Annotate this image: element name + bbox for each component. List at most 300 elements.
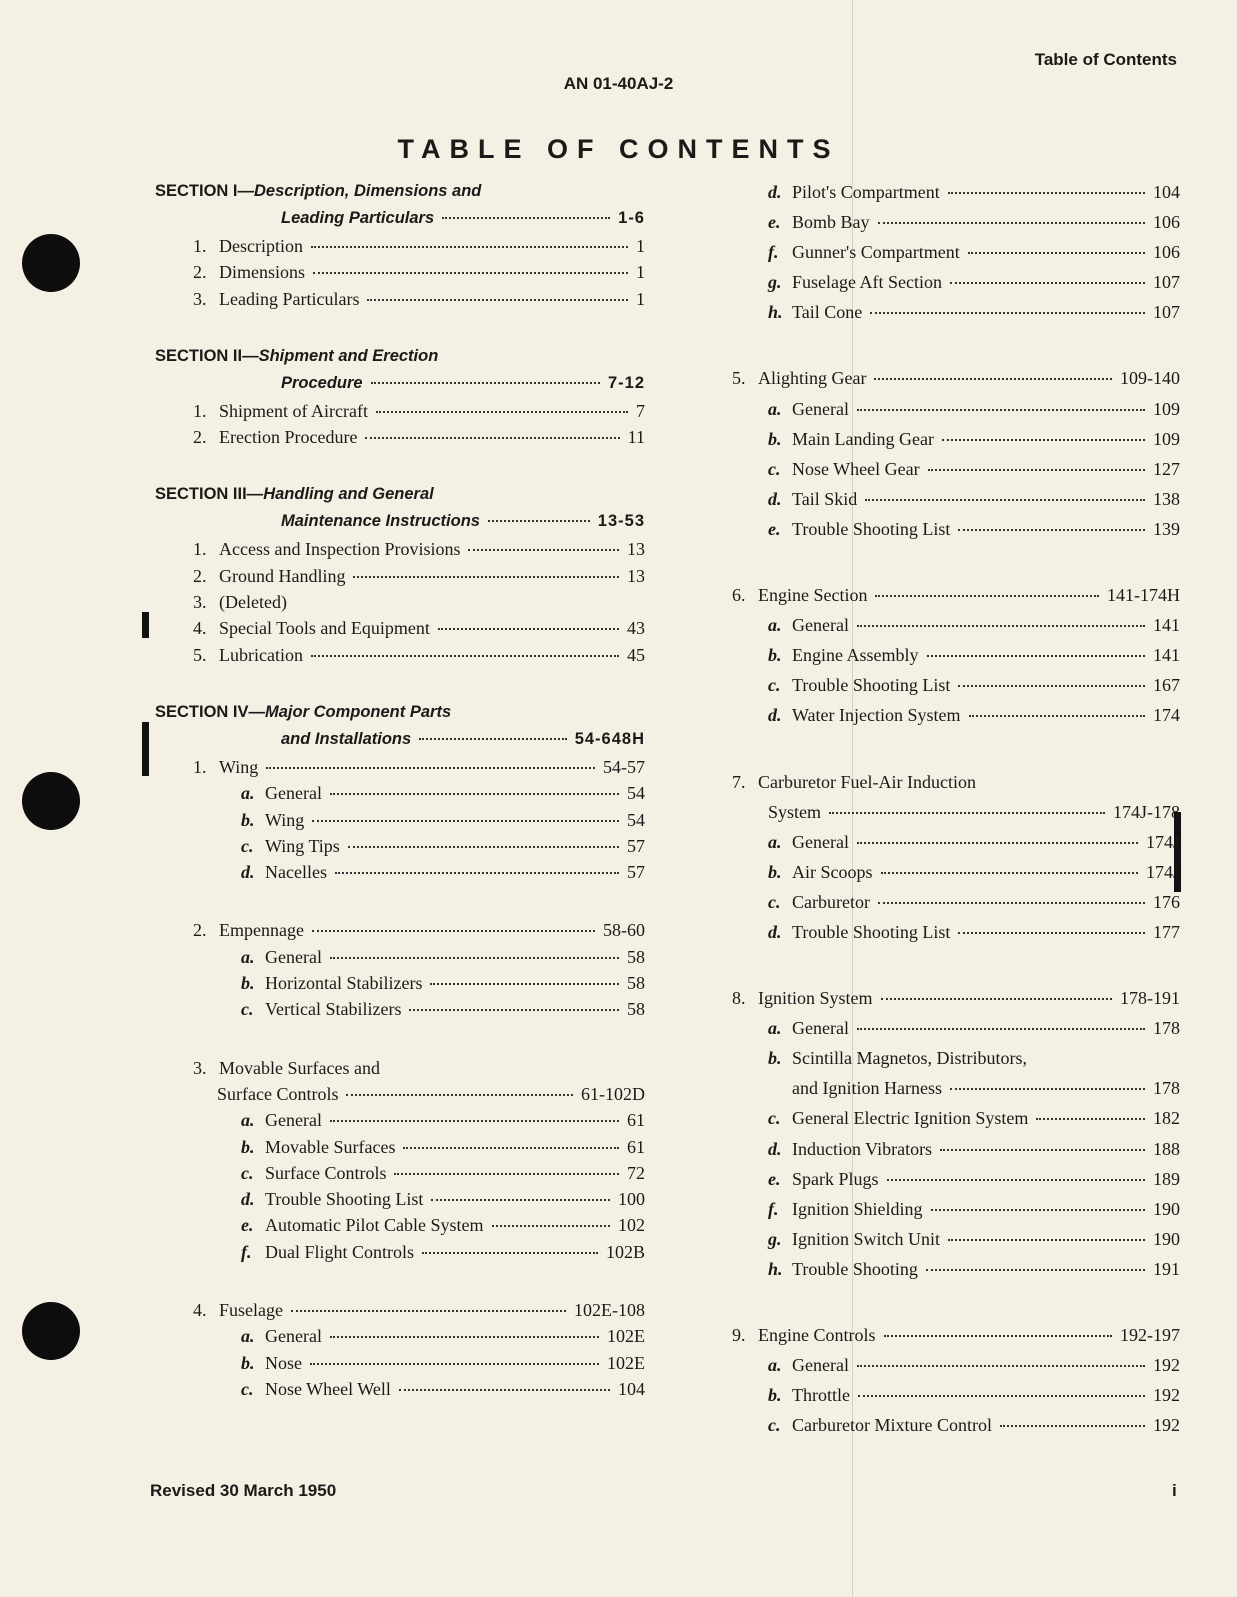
entry-label: General <box>792 615 849 636</box>
entry-page: 1 <box>636 288 645 309</box>
toc-entry[interactable] <box>732 429 1180 459</box>
toc-entry[interactable] <box>732 802 1180 832</box>
entry-label: Movable Surfaces and <box>219 1057 380 1078</box>
section-number: SECTION III— <box>155 485 264 504</box>
toc-entry[interactable] <box>155 1353 645 1379</box>
entry-label: Movable Surfaces <box>265 1136 396 1157</box>
entry-number: 2. <box>193 427 207 448</box>
toc-entry[interactable] <box>155 427 645 453</box>
entry-page: 141 <box>1153 645 1180 666</box>
toc-entry[interactable] <box>732 1048 1180 1078</box>
entry-label: Erection Procedure <box>219 427 358 448</box>
dot-leader <box>829 812 1105 814</box>
toc-entry[interactable] <box>155 1084 645 1110</box>
entry-page: 188 <box>1153 1138 1180 1159</box>
entry-label: Engine Section <box>758 585 868 606</box>
entry-page: 58-60 <box>603 920 645 941</box>
entry-label: Induction Vibrators <box>792 1138 933 1159</box>
entry-number: c. <box>768 1108 781 1129</box>
entry-page: 174J <box>1145 861 1180 882</box>
toc-entry[interactable] <box>155 920 645 946</box>
toc-entry[interactable] <box>155 862 645 888</box>
entry-label: Dual Flight Controls <box>265 1241 415 1262</box>
toc-entry[interactable] <box>732 615 1180 645</box>
toc-entry[interactable] <box>732 892 1180 922</box>
entry-label: Leading Particulars <box>219 288 360 309</box>
entry-label: Main Landing Gear <box>792 428 934 449</box>
entry-number: c. <box>241 1378 254 1399</box>
entry-page: 167 <box>1153 675 1180 696</box>
entry-number: a. <box>241 1110 255 1131</box>
entry-number: a. <box>241 783 255 804</box>
entry-label: and Installations <box>281 729 412 748</box>
dot-leader <box>857 1365 1145 1367</box>
entry-page: 174J <box>1145 831 1180 852</box>
entry-number: 1. <box>193 539 207 560</box>
dot-leader <box>371 382 600 384</box>
entry-label: Major Component Parts <box>265 702 452 721</box>
dot-leader <box>399 1389 610 1391</box>
toc-entry[interactable] <box>155 1189 645 1215</box>
entry-page: 45 <box>627 644 645 665</box>
revision-date: Revised 30 March 1950 <box>150 1481 337 1500</box>
toc-entry[interactable] <box>732 489 1180 519</box>
dot-leader <box>488 520 590 522</box>
entry-label: General <box>265 946 322 967</box>
toc-group <box>155 485 645 670</box>
toc-entry[interactable] <box>732 302 1180 332</box>
entry-page: 109 <box>1153 398 1180 419</box>
dot-leader <box>950 282 1145 284</box>
toc-entry[interactable] <box>732 1259 1180 1289</box>
entry-page: 58 <box>627 973 645 994</box>
entry-number: a. <box>241 1326 255 1347</box>
dot-leader <box>968 252 1145 254</box>
dot-leader <box>887 1179 1145 1181</box>
entry-label: Handling and General <box>263 485 434 504</box>
toc-entry[interactable] <box>732 1078 1180 1108</box>
toc-entry[interactable] <box>732 182 1180 212</box>
entry-page: 54 <box>627 809 645 830</box>
entry-label: Wing <box>265 809 305 830</box>
toc-entry[interactable] <box>155 1163 645 1189</box>
entry-number: e. <box>768 1168 781 1189</box>
entry-number: 1. <box>193 756 207 777</box>
toc-entry[interactable] <box>155 566 645 592</box>
entry-page: 58 <box>627 999 645 1020</box>
entry-number: b. <box>768 1048 782 1069</box>
entry-number: a. <box>241 946 255 967</box>
dot-leader <box>1036 1118 1145 1120</box>
dot-leader <box>958 932 1145 934</box>
entry-label: Ground Handling <box>219 565 346 586</box>
entry-label: Scintilla Magnetos, Distributors, <box>792 1048 1027 1069</box>
section-heading[interactable] <box>155 209 645 236</box>
dot-leader <box>874 378 1112 380</box>
toc-entry[interactable] <box>732 272 1180 302</box>
entry-label: Vertical Stabilizers <box>265 999 402 1020</box>
dot-leader <box>881 998 1112 1000</box>
dot-leader <box>940 1149 1145 1151</box>
entry-page: 57 <box>627 862 645 883</box>
entry-label: Carburetor Fuel-Air Induction <box>758 771 976 792</box>
toc-group <box>155 1058 645 1268</box>
toc-entry[interactable] <box>155 810 645 836</box>
entry-label: Wing <box>219 756 259 777</box>
entry-label: Carburetor Mixture Control <box>792 1415 992 1436</box>
entry-page: 176 <box>1153 891 1180 912</box>
entry-label: Nose <box>265 1352 302 1373</box>
dot-leader <box>376 411 628 413</box>
toc-entry[interactable] <box>732 1355 1180 1385</box>
page-number: i <box>1172 1481 1177 1500</box>
entry-label: Engine Controls <box>758 1325 876 1345</box>
toc-entry[interactable] <box>732 1385 1180 1415</box>
entry-label: Empennage <box>219 920 304 941</box>
dot-leader <box>948 192 1145 194</box>
entry-label: Shipment and Erection <box>258 346 439 365</box>
entry-label: Nose Wheel Gear <box>792 458 920 479</box>
section-heading[interactable] <box>155 347 645 374</box>
section-heading[interactable] <box>155 512 645 539</box>
toc-entry[interactable] <box>732 988 1180 1018</box>
dot-leader <box>857 842 1138 844</box>
entry-number: 2. <box>193 262 207 283</box>
entry-number: 9. <box>732 1325 746 1345</box>
entry-number: b. <box>241 809 255 830</box>
entry-page: 190 <box>1153 1228 1180 1249</box>
toc-entry[interactable] <box>155 645 645 671</box>
entry-label: Alighting Gear <box>758 368 867 389</box>
toc-group <box>732 1325 1180 1445</box>
entry-number: c. <box>241 1162 254 1183</box>
dot-leader <box>950 1088 1145 1090</box>
entry-number: d. <box>768 1138 782 1159</box>
entry-page: 104 <box>618 1378 645 1399</box>
toc-entry[interactable] <box>155 757 645 783</box>
entry-page: 174 <box>1153 705 1180 726</box>
entry-number: 5. <box>193 644 207 665</box>
entry-page: 192-197 <box>1120 1325 1180 1345</box>
dot-leader <box>330 957 619 959</box>
entry-label: Carburetor <box>792 891 870 912</box>
entry-number: 2. <box>193 920 207 941</box>
entry-number: 4. <box>193 1300 207 1321</box>
entry-page: 109 <box>1153 428 1180 449</box>
toc-entry[interactable] <box>732 399 1180 429</box>
entry-page: 192 <box>1153 1415 1180 1436</box>
entry-page: 178 <box>1153 1018 1180 1039</box>
dot-leader <box>266 767 595 769</box>
entry-page: 72 <box>627 1162 645 1183</box>
entry-number: a. <box>768 1355 782 1376</box>
toc-entry[interactable] <box>732 675 1180 705</box>
toc-entry[interactable] <box>155 973 645 999</box>
entry-number: b. <box>241 1136 255 1157</box>
dot-leader <box>430 983 619 985</box>
entry-number: d. <box>768 182 782 202</box>
entry-label: Pilot's Compartment <box>792 182 940 202</box>
entry-page: 13 <box>627 539 645 560</box>
entry-number: 5. <box>732 368 746 389</box>
section-number: SECTION I— <box>155 182 255 200</box>
toc-entry[interactable] <box>732 519 1180 549</box>
entry-page: 177 <box>1153 921 1180 942</box>
entry-number: d. <box>768 705 782 726</box>
entry-number: 1. <box>193 236 207 256</box>
entry-number: a. <box>768 398 782 419</box>
toc-group <box>732 368 1180 549</box>
toc-entry[interactable] <box>732 772 1180 802</box>
toc-group <box>155 1300 645 1405</box>
dot-leader <box>875 595 1099 597</box>
dot-leader <box>291 1310 566 1312</box>
toc-entry[interactable] <box>732 459 1180 489</box>
entry-label: Gunner's Compartment <box>792 242 960 263</box>
entry-page: 1 <box>636 236 645 256</box>
toc-entry[interactable] <box>155 592 645 618</box>
toc-group <box>155 920 645 1025</box>
toc-entry[interactable] <box>732 1325 1180 1355</box>
dot-leader <box>367 299 628 301</box>
toc-entry[interactable] <box>732 1169 1180 1199</box>
entry-number: a. <box>768 615 782 636</box>
toc-entry[interactable] <box>732 1415 1180 1445</box>
entry-number: 4. <box>193 618 207 639</box>
entry-page: 191 <box>1153 1258 1180 1279</box>
entry-label: Bomb Bay <box>792 212 870 233</box>
entry-page: 107 <box>1153 302 1180 323</box>
entry-page: 7-12 <box>607 373 645 392</box>
entry-number: d. <box>768 488 782 509</box>
entry-label: Leading Particulars <box>281 209 435 227</box>
entry-label: Special Tools and Equipment <box>219 618 430 639</box>
toc-entry[interactable] <box>732 242 1180 272</box>
dot-leader <box>312 820 619 822</box>
dot-leader <box>353 576 619 578</box>
toc-entry[interactable] <box>155 999 645 1025</box>
toc-entry[interactable] <box>732 705 1180 735</box>
entry-label: Dimensions <box>219 262 306 283</box>
toc-entry[interactable] <box>155 236 645 262</box>
dot-leader <box>492 1225 611 1227</box>
entry-page: 192 <box>1153 1385 1180 1406</box>
entry-label: Water Injection System <box>792 705 961 726</box>
dot-leader <box>958 529 1145 531</box>
toc-entry[interactable] <box>155 401 645 427</box>
toc-entry[interactable] <box>155 1242 645 1268</box>
dot-leader <box>1000 1425 1145 1427</box>
dot-leader <box>422 1252 598 1254</box>
toc-column-right <box>732 182 1180 1445</box>
entry-number: 6. <box>732 585 746 606</box>
entry-number: 7. <box>732 771 746 792</box>
entry-label: Trouble Shooting List <box>792 518 951 539</box>
dot-leader <box>969 715 1145 717</box>
dot-leader <box>311 246 628 248</box>
section-heading[interactable] <box>155 182 645 209</box>
toc-group <box>155 347 645 454</box>
section-number: SECTION IV— <box>155 702 266 721</box>
toc-entry[interactable] <box>155 1300 645 1326</box>
entry-page: 138 <box>1153 488 1180 509</box>
entry-number: b. <box>768 645 782 666</box>
toc-entry[interactable] <box>155 836 645 862</box>
entry-number: f. <box>768 242 779 263</box>
toc-entry[interactable] <box>732 1018 1180 1048</box>
dot-leader <box>346 1094 573 1096</box>
toc-entry[interactable] <box>732 645 1180 675</box>
dot-leader <box>419 738 567 740</box>
entry-label: Automatic Pilot Cable System <box>265 1215 484 1236</box>
entry-label: Trouble Shooting List <box>265 1189 424 1210</box>
toc-entry[interactable] <box>155 539 645 565</box>
entry-label: Description <box>219 236 303 256</box>
entry-label: Horizontal Stabilizers <box>265 973 423 994</box>
entry-label: Tail Cone <box>792 302 863 323</box>
toc-entry[interactable] <box>732 212 1180 242</box>
section-heading[interactable] <box>155 374 645 401</box>
toc-entry[interactable] <box>732 1199 1180 1229</box>
entry-number: 1. <box>193 400 207 421</box>
toc-entry[interactable] <box>155 618 645 644</box>
dot-leader <box>330 1120 619 1122</box>
dot-leader <box>442 217 610 219</box>
entry-number: c. <box>768 891 781 912</box>
toc-entry[interactable] <box>155 262 645 288</box>
dot-leader <box>438 628 619 630</box>
entry-number: h. <box>768 302 783 323</box>
dot-leader <box>365 437 619 439</box>
entry-label: (Deleted) <box>219 592 287 613</box>
entry-label: Shipment of Aircraft <box>219 400 368 421</box>
toc-entry[interactable] <box>155 1215 645 1241</box>
entry-number: b. <box>241 973 255 994</box>
toc-entry[interactable] <box>155 1137 645 1163</box>
entry-page: 102B <box>605 1241 645 1262</box>
section-heading[interactable] <box>155 730 645 757</box>
entry-page: 127 <box>1153 458 1180 479</box>
entry-label: General <box>265 783 322 804</box>
section-heading[interactable] <box>155 703 645 730</box>
toc-entry[interactable] <box>732 585 1180 615</box>
dot-leader <box>942 439 1145 441</box>
entry-label: Description, Dimensions and <box>254 182 482 200</box>
dot-leader <box>311 655 619 657</box>
toc-entry[interactable] <box>732 368 1180 398</box>
entry-label: Maintenance Instructions <box>281 512 480 531</box>
toc-column-left <box>155 182 645 1405</box>
dot-leader <box>431 1199 610 1201</box>
toc-entry[interactable] <box>155 289 645 315</box>
entry-number: c. <box>768 1415 781 1436</box>
toc-entry[interactable] <box>155 783 645 809</box>
entry-number: d. <box>241 1189 255 1210</box>
toc-entry[interactable] <box>732 862 1180 892</box>
dot-leader <box>931 1209 1146 1211</box>
toc-entry[interactable] <box>732 1229 1180 1259</box>
toc-entry[interactable] <box>732 1139 1180 1169</box>
dot-leader <box>313 272 628 274</box>
entry-number: c. <box>768 675 781 696</box>
entry-number: b. <box>241 1352 255 1373</box>
entry-page: 61-102D <box>581 1083 645 1104</box>
entry-label: General <box>265 1110 322 1131</box>
entry-page: 61 <box>627 1110 645 1131</box>
entry-number: 2. <box>193 565 207 586</box>
dot-leader <box>403 1147 619 1149</box>
entry-label: General <box>792 398 849 419</box>
entry-label: Surface Controls <box>265 1162 387 1183</box>
document-number: AN 01-40AJ-2 <box>563 74 674 93</box>
toc-group <box>732 772 1180 953</box>
entry-page: 7 <box>636 400 645 421</box>
entry-label: Access and Inspection Provisions <box>219 539 461 560</box>
entry-label: Throttle <box>792 1385 850 1406</box>
entry-page: 141 <box>1153 615 1180 636</box>
toc-group <box>155 703 645 888</box>
entry-label: Air Scoops <box>792 861 873 882</box>
entry-page: 57 <box>627 835 645 856</box>
toc-entry[interactable] <box>732 1108 1180 1138</box>
dot-leader <box>348 846 619 848</box>
dot-leader <box>312 930 595 932</box>
entry-page: 178 <box>1153 1078 1180 1099</box>
toc-entry[interactable] <box>155 1379 645 1405</box>
toc-entry[interactable] <box>155 947 645 973</box>
entry-page: 192 <box>1153 1355 1180 1376</box>
entry-page: 190 <box>1153 1198 1180 1219</box>
entry-label: Fuselage <box>219 1300 283 1321</box>
toc-entry[interactable] <box>155 1110 645 1136</box>
entry-label: General <box>792 1018 849 1039</box>
dot-leader <box>330 1336 599 1338</box>
entry-number: e. <box>768 518 781 539</box>
dot-leader <box>857 1028 1145 1030</box>
toc-entry[interactable] <box>155 1326 645 1352</box>
entry-number: d. <box>241 862 255 883</box>
toc-entry[interactable] <box>732 922 1180 952</box>
entry-page: 141-174H <box>1107 585 1180 606</box>
section-heading[interactable] <box>155 485 645 512</box>
toc-entry[interactable] <box>155 1058 645 1084</box>
entry-number: b. <box>768 428 782 449</box>
entry-label: General <box>265 1326 322 1347</box>
entry-number: e. <box>768 212 781 233</box>
entry-page: 106 <box>1153 242 1180 263</box>
dot-leader <box>926 1269 1145 1271</box>
entry-page: 54 <box>627 783 645 804</box>
entry-label: Spark Plugs <box>792 1168 879 1189</box>
entry-number: 3. <box>193 592 207 613</box>
entry-number: e. <box>241 1215 254 1236</box>
entry-number: b. <box>768 1385 782 1406</box>
entry-label: Ignition Shielding <box>792 1198 923 1219</box>
dot-leader <box>884 1335 1113 1337</box>
dot-leader <box>468 549 619 551</box>
toc-entry[interactable] <box>732 832 1180 862</box>
dot-leader <box>870 312 1145 314</box>
entry-page: 100 <box>618 1189 645 1210</box>
change-bar <box>142 722 149 776</box>
entry-label: System <box>768 801 822 822</box>
entry-number: c. <box>768 458 781 479</box>
entry-page: 182 <box>1153 1108 1180 1129</box>
entry-page: 107 <box>1153 272 1180 293</box>
entry-label: and Ignition Harness <box>792 1078 942 1099</box>
entry-number: c. <box>241 999 254 1020</box>
section-number: SECTION II— <box>155 346 259 365</box>
